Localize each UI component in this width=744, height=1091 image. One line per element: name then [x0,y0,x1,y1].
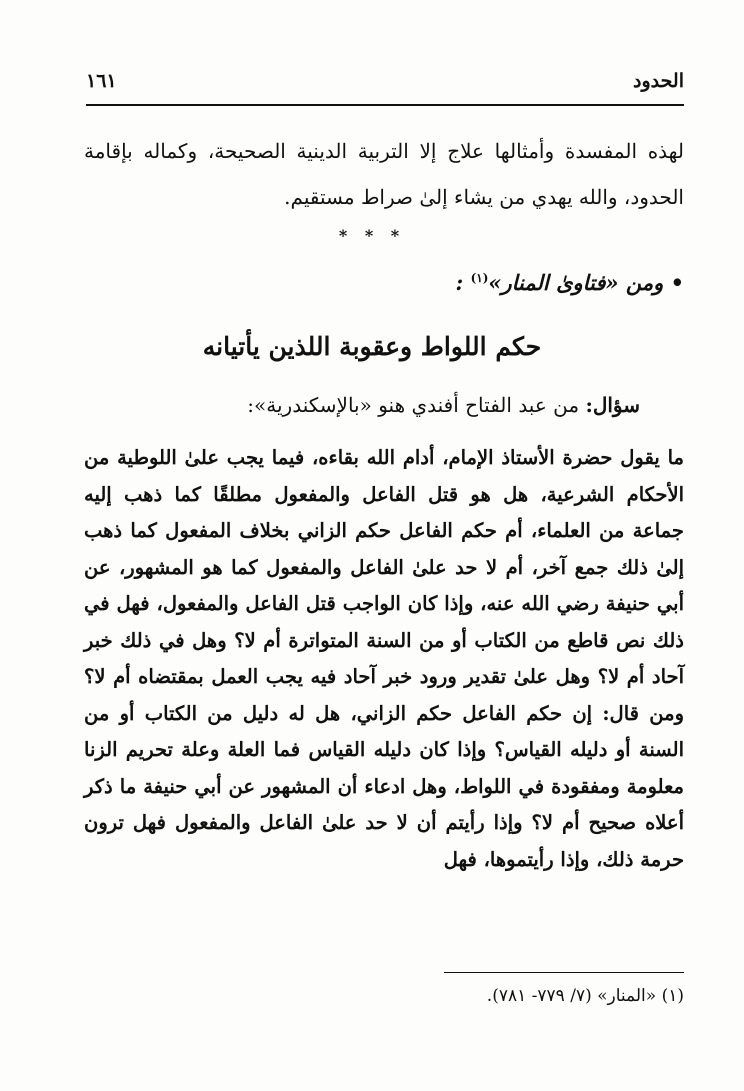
footnote-marker[interactable]: (١) [470,271,489,285]
fatwa-title: حكم اللواط وعقوبة اللذين يأتيانه [202,332,542,361]
running-head [86,66,684,96]
question-line [247,393,640,417]
intro-paragraph: لهذه المفسدة وأمثالها علاج إلا التربية الدينية الصحيحة، وكماله بإقامة الحدود، والله يهدي من يشاء إلىٰ صراط مستقيم. [84,139,684,209]
source-colon: : [455,270,464,295]
question-label: سؤال: [585,393,640,417]
page-number: ١٦١ [86,70,117,92]
header-divider [86,104,684,106]
source-line [455,270,684,295]
chapter-title: الحدود [633,70,684,92]
section-separator: * * * [338,226,406,245]
bullet-icon: • [670,270,684,295]
question-body: ما يقول حضرة الأستاذ الإمام، أدام الله بقاءه، فيما يجب علىٰ اللوطية من الأحكام الشرعية، هل هو قتل الفاعل والمفعول مطلقًا كما ذهب إليه جماعة من العلماء، أم حكم الفاعل حكم الزاني بخلاف المفعول كما ذهب إلىٰ ذلك جمع آخر، أم لا حد علىٰ الفاعل والمفعول كما هو المشهور، عن أبي حنيفة رضي الله عنه، وإذا كان الواجب قتل الفاعل والمفعول، فهل في ذلك نص قاطع من الكتاب أو من السنة المتواترة أم لا؟ وهل في ذلك خبر آحاد أم لا؟ وهل علىٰ تقدير ورود خبر آحاد فيه يجب العمل بمقتضاه أم لا؟ ومن قال: إن حكم الفاعل حكم الزاني، هل له دليل من الكتاب أو من السنة أو دليله القياس؟ وإذا كان دليله القياس فما العلة وعلة تحريم الزنا معلومة ومفقودة في اللواط، وهل ادعاء أن المشهور عن أبي حنيفة ما ذكر أعلاه صحيح أم لا؟ وإذا رأيتم أن لا حد علىٰ الفاعل والمفعول فهل ترون حرمة ذلك، وإذا رأيتموها، فهل [84,446,684,871]
footnote-divider [444,972,684,973]
source-text: ومن «فتاوىٰ المنار» [488,270,664,295]
footnote: (١) «المنار» (٧/ ٧٧٩- ٧٨١). [486,986,684,1006]
question-from: من عبد الفتاح أفندي هنو «بالإسكندرية»: [247,393,580,417]
